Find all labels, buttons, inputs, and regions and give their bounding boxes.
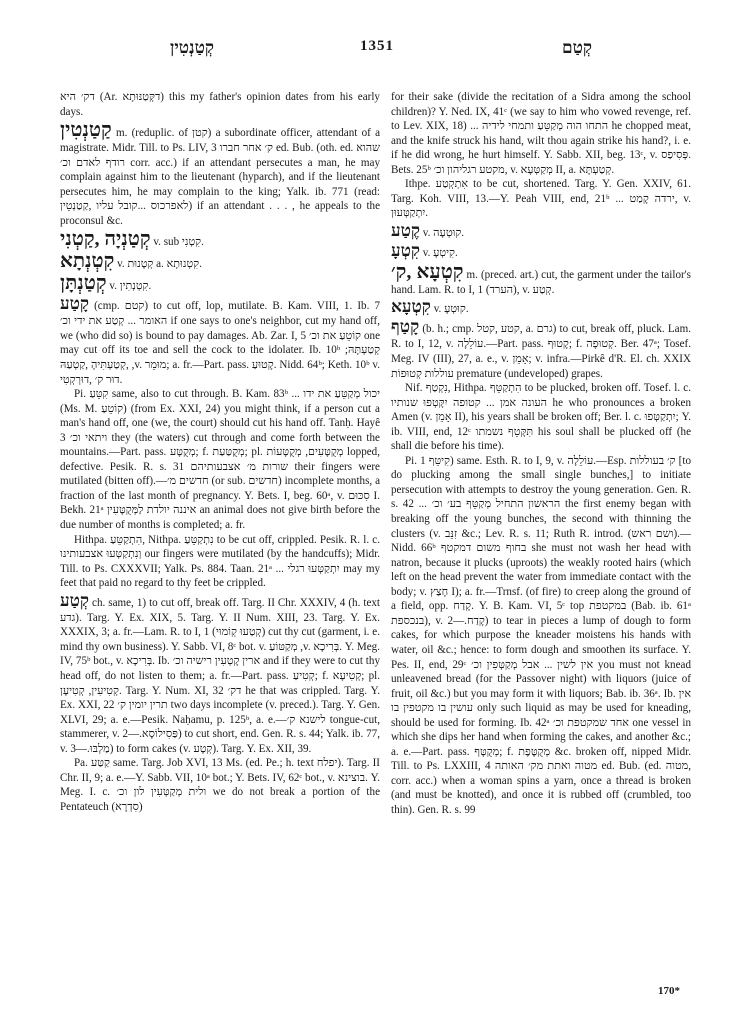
- entry-text: (b. h.; cmp. קטע ,קטל, a. גרם) to cut, break off, pluck. Lam. R. to I, 12, v. עוֹלֵלָה.—Part. pass. קָטוּף; f. קְטוּפָה. Ber. 47ᵃ; Tosef. Meg. IV (III), 27, a. e., v. אָמֵן; v. infra.—Pirkê d'R. El. ch. XXIX עוללות קְטוּפוֹת premature (undeveloped) grapes.: [391, 323, 691, 380]
- entry-text: for their sake (divide the recitation of a Sidra among the school children)? Y. Ned. IX, 41ᶜ (we say to him who vowed revenge, ref. to Lev. XIX, 18) ... התחו הוה מְקַטֵּעַ ותמחי לידיה he chopped meat, and the knife struck his hand, wilt thou again strike his hand?, i. e. if he did wrong, he hurt himself. Y. Sabb. XII, beg. 13ᶜ, v. פְּסִיפַס. Bets. 25ᵇ מקטע רגליהון וכ׳, v. מְקַטְּעָא II, a. קְטַעְתָּא.: [391, 91, 691, 176]
- entry-paragraph: [60, 533, 380, 591]
- entry-text: דק׳ היא (Ar. דקְּטַנּוּתָא) this my father's opinion dates from his early days.: [60, 91, 380, 118]
- entry-paragraph: [60, 90, 380, 119]
- dictionary-entry: [391, 261, 691, 298]
- right-column: [391, 90, 691, 818]
- entry-headword: קַטַנְטִין: [60, 119, 112, 142]
- entry-paragraph: [391, 381, 691, 454]
- entry-text: v. קְטָנוּת a. קִטְנוּתָא.: [117, 258, 202, 271]
- page-number: 1351: [360, 38, 394, 54]
- entry-text: v. קִטְנְתִין.: [109, 280, 152, 293]
- entry-text: Pa. קַטַּע same. Targ. Job XVI, 13 Ms. (ed. Pe.; h. text יפלח). Targ. II Chr. II, 9; a. e.—Y. Sabb. VII, 10ᵃ bot.; Y. Bets. IV, 62ᶜ bot., v. בוצינא. Y. Meg. I. c. ולית מְקַטְּעִין לון וכ׳ we do not break a portion of the Pentateuch (סִדְרָא): [60, 757, 380, 813]
- entry-paragraph: [391, 90, 691, 177]
- entry-headword: קִטְעָא ,ק׳: [391, 260, 464, 283]
- page-header: [60, 38, 692, 68]
- entry-headword: קְטַנְיָה ,קַטְנִי: [60, 228, 151, 251]
- dictionary-entry: [60, 294, 380, 387]
- entry-text: Pi. קִיטֵּף 1) same. Esth. R. to I, 9, v. עוֹלֵלָה.—Esp. ק׳ בעוללות [to do plucking among the small single bunches,] to initiate persecution with attempts to destroy the young generation. Gen. R. s. 42 ... הראשון התחיל מְקַטֵּף בע׳ וכ׳ the first enemy began with breaking off the young bunches, the second with thinning the clusters (v. זִנֵּב &c.; Lev. R. s. 11; Ruth R. introd. (ושם ראש).—Nidd. 66ᵇ בחוף משום דמקטף she must not wash her head with natron, because it plucks (uproots) the weakly rooted hairs (which left on the head prevent the water from immediate contact with the body; v. חָצַץ I); a. fr.—Trnsf. (of fire) to creep along the ground of a field, opp. קָדַח. Y. B. Kam. VI, 5ᶜ top במקטפת (Bab. ib. 61ᵃ בנכספת), v. קָדַח.—2) to tear in pieces a lump of dough to form cakes, for which purpose the kneader moistens his hands with water, oil &c.; hence: to form dough and smoothen its surface. Y. Pes. II, end, 29ᶜ אין לשין ... אבל מְקַטְּפִין וכ׳ you must not knead unleavened bread (for the Passover night) with liquors (juice of fruit, oil &c.) but you may form it with liquors; Bab. ib. 36ᵃ. Ib. אין עושין בו מקטפין בו only such liquid as may be used for kneading, should be used for forming. Ib. 42ᵃ אחד שמקטפת וכ׳ one vessel in which she dips her hand when forming the cakes, and another &c.; a. e.—Part. pass. מְקֻטָּף; f. מְקֻטֶּפֶת &c. broken off, nipped Midr. Till. to Ps. LXXIII, 4 מטוה ואתת מק׳ האותה ed. Bub. (ed. מטוה, corr. acc.) when a woman spins a yarn, once a thread is broken (and must be knotted), and once it is rubbed off (crumbled, too thin). Gen. R. s. 99: [391, 454, 692, 816]
- entry-text: Hithpa. הִתְקַטֵּעַ, Nithpa. נִתְקַטֵּעַ to be cut off, crippled. Pesik. R. l. c. וְנִתְקַטְּעוּ אצבעותינו our fingers were mutilated (by the handcuffs); Midr. Till. to Ps. CXXXVII; Yalk. Ps. 884. Taan. 21ᵃ ... יִתְקַטְּעוּ רגלי may my feet that paid no regard to thy feet be crippled.: [60, 533, 381, 590]
- signature-mark: 170*: [658, 985, 680, 997]
- entry-headword: קִטְנְתָא: [60, 250, 115, 273]
- entry-text: v. קִיטְעָ.: [422, 246, 458, 259]
- dictionary-entry: [60, 119, 380, 228]
- dictionary-entry: [60, 228, 380, 250]
- entry-text: v. sub קִטְנִי.: [153, 236, 204, 249]
- entry-text: ch. same, 1) to cut off, break off. Targ. II Chr. XXXIV, 4 (h. text גדע). Targ. Y. Ex. XIX, 5. Targ. Y. II Num. XIII, 23. Targ. Y. Ex. XXXIX, 3; a. fr.—Lam. R. to I, 1 (קְטַעוּ קְוֹמוּי) cut thy cut (garment, i. e. mind thy own business). Y. Sabb. VI, 8ᶜ bot. v. מְקַטּוֹעַ ,v. בְּרִיכָא. Y. Meg. IV, 75ᵇ bot., v. בְּרִיכָא. Ib. ארין קָטְעִין רישיה וכ׳ and if they were to cut thy head off, do not listen to them; a. fr.—Part. pass. קְטִיעַ; f. קְטִיעָא; pl. קְטִיעִין, קְטִיעָן. Targ. Y. Num. XI, 32 דק׳ he that was crippled. Targ. Y. Ex. XXI, 22 תרין יומין ק׳ two days incomplete (v. preced.). Targ. Y. Gen. XLVI, 29; a. e.—Pesik. Naḥamu, p. 125ᵇ, a. e.—לישנא ק׳ tongue-cut, stammerer, v. פַּסִילוֹסָא.—2) to cut short, end. Gen. R. s. 44; Yalk. ib. 77, v. מַלְבּוּ.—3) to form cakes (v. קְטָע). Targ. Y. Ex. XII, 39.: [60, 596, 380, 755]
- dictionary-entry: [60, 272, 380, 294]
- entry-paragraph: [60, 756, 380, 814]
- entry-headword: קֶטַע: [391, 220, 420, 240]
- dictionary-entry: [60, 591, 380, 756]
- entry-text: v. קוּטְעָה.: [422, 226, 465, 239]
- entry-text: Nif. נִקְטַף, Hithpa. הִתְקַטֵּף to be plucked, broken off. Tosef. l. c. העונה אמן ... קטופה יִקָּטְפוּ שנותיו he who pronounces a broken Amen (v. אָמֵן II), his years shall be broken off; Ber. l. c. יִתְקַטְּפוּ; Y. ib. VIII, end, 12ᶜ תִּקָּטֵף נשמתו his soul shall be plucked off (he shall die before his time).: [391, 382, 692, 453]
- dictionary-entry: [60, 250, 380, 272]
- left-column: [60, 90, 380, 814]
- dictionary-entry: [391, 221, 691, 241]
- entry-text: m. (reduplic. of קטן) a subordinate officer, attendant of a magistrate. Midr. Till. to Ps. LIV, 3 ק׳ אחר חברו ed. Bub. (oth. ed. שהוא רודף לאדם וכ׳ corr. acc.) if an attendant persecutes a man, he may complain against him to the lieutenant (hyparch), and if the lieutenant persecutes him, he may complain to the king; Yalk. ib. 771 (read: לאפרכוס ...קובל עליו ,קַטַנְטֵין) if an attendant . . . , he appeals to the proconsul &c.: [60, 127, 381, 227]
- entry-paragraph: [60, 387, 380, 532]
- entry-headword: קָטַע: [60, 294, 89, 314]
- entry-text: (cmp. קטם) to cut off, lop, mutilate. B. Kam. VIII, 1. Ib. 7 האומר ... קְטַע את ידי וכ׳ if one says to one's neighbor, cut my hand off, we (who did so) is bound to pay damages. Ab. Zar. I, 5 קוֹטֵעַ את וכ׳ one may cut off its toe and sell the cock to the idolater. Ib. 10ᵇ ;קְטַעְתָּהּ ,קְטַעְתִּיהָ ,קַטְעַהּ ,v. מוּמֵר; a. fr.—Part. pass. קָטוּעַ. Nidd. 64ᵇ; Keth. 10ᵇ v. דוּר ק׳ ,דוּרְקְטִי.: [60, 300, 381, 386]
- entry-headword: קְטַע: [60, 590, 89, 610]
- entry-headword: קִטְעָא: [391, 297, 431, 317]
- entry-paragraph: [391, 177, 691, 221]
- entry-text: m. (preced. art.) cut, the garment under the tailor's hand. Lam. R. to I, 1 (הערד), v. קְטַע.: [391, 268, 691, 296]
- entry-text: v. קוּטְעָ.: [433, 303, 469, 316]
- entry-paragraph: [391, 454, 691, 818]
- entry-text: Ithpe. אִתְקְטַע to be cut, shortened. Targ. Y. Gen. XXIV, 61. Targ. Koh. VIII, 13.—Y. Peah VIII, end, 21ᵇ ... ירדה קָמַט, v. יִתְקַטְּעוּן.: [391, 178, 692, 220]
- running-headword-right: קְטַם: [562, 38, 592, 57]
- entry-headword: קִטְעָ: [391, 240, 420, 260]
- entry-text: Pi. קִטֵּעַ same, also to cut through. B. Kam. 83ᵇ ... יכול מְקַטֵּעַ את ידו (Ms. M. קוֹטֵעַ) (from Ex. XXI, 24) you might think, if a person cut a man's hand off, one (we, the court) should cut his hand off. Tanḥ. Hayê 3 ויתאי וכ׳ they (the waters) cut through and come forth between the mountains.—Part. pass. מְקֻטָּע; f. מְקֻטַּעַת; pl. מְקֻטָּעִים, מְקֻטָּעוֹת lopped, defective. Pesik. R. s. 31 שורות מ׳ אצבעותיהם their fingers were mutilated (bitten off).—חדשים מ׳ (or sub. חדשים) incomplete months, a fraction of the last month of pregnancy. Y. Bets. I, beg. 60ᵃ, v. סִכּוּם I. Bekh. 21ᵃ איננה יולדת לַמְּקֻטָּעִין an animal does not give birth before the due number of months is completed; a. fr.: [60, 388, 381, 532]
- dictionary-entry: [391, 317, 691, 381]
- running-headword-left: קְטַנְטִין: [170, 38, 214, 57]
- dictionary-entry: [391, 241, 691, 261]
- dictionary-entry: [391, 297, 691, 317]
- entry-headword: קָטַף: [391, 317, 420, 337]
- entry-headword: קְטַנְתָּן: [60, 272, 107, 295]
